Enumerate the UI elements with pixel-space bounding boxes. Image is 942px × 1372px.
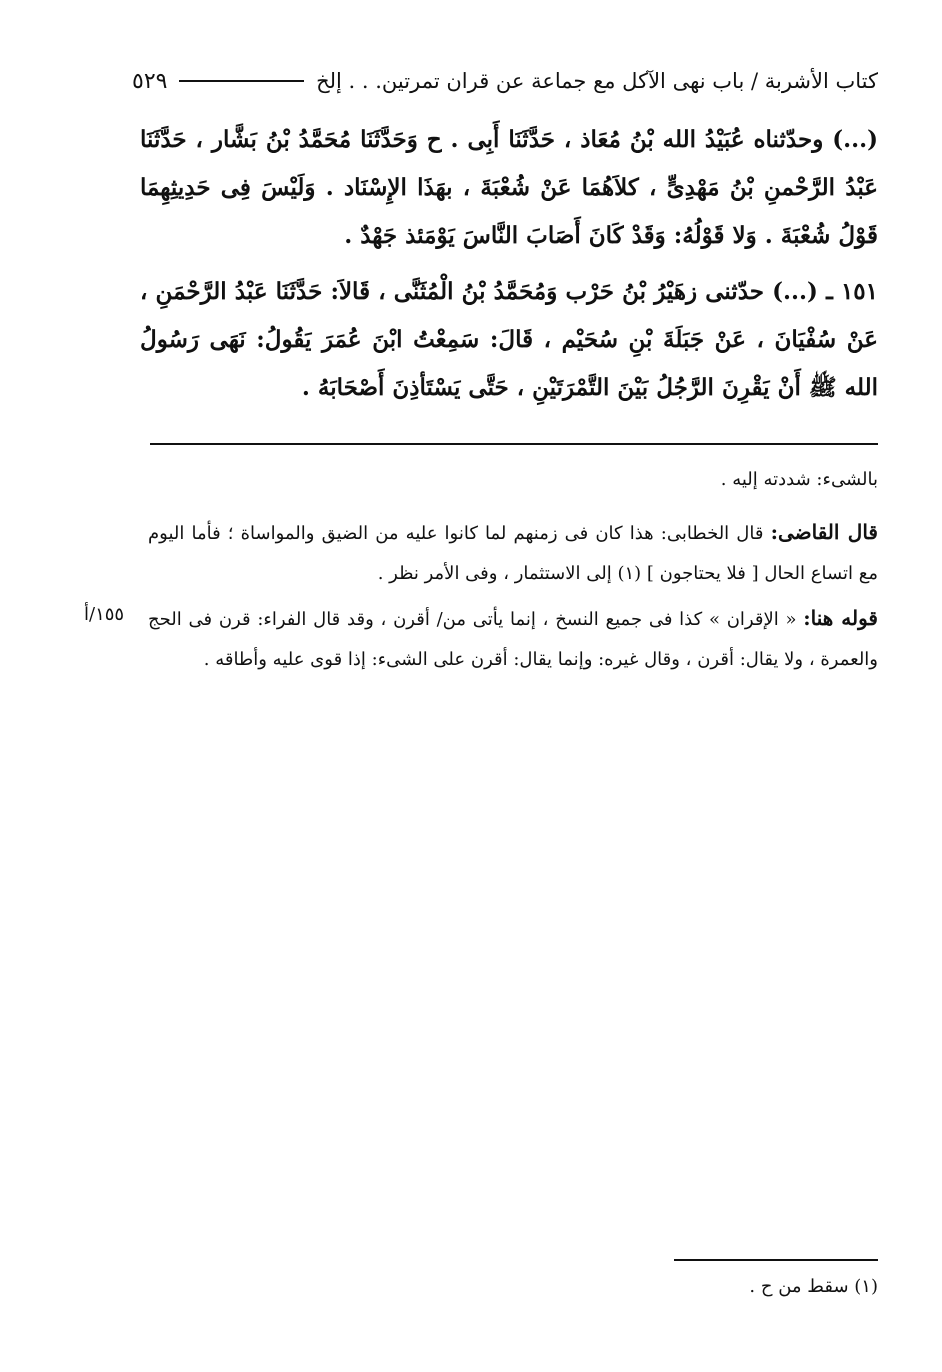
manuscript-folio-ref: ١٥٥/أ (84, 604, 125, 625)
hadith-text: (...) حدّثنى زهَيْرُ بْنُ حَرْب وَمُحَمَّدُ بْنُ الْمُثَنَّى ، قَالاَ: حَدَّثَنَا عَبْدُ الرَّحْمَنِ ، عَنْ سُفْيَانَ ، عَنْ جَبَلَةَ بْنِ سُحَيْم ، قَالَ: سَمِعْتُ ابْنَ عُمَرَ يَقُولُ: نَهَى رَسُولُ الله ﷺ أَنْ يَقْرِنَ الرَّجُلُ بَيْنَ التَّمْرَتَيْنِ ، حَتَّى يَسْتَأذِنَ أَصْحَابَهُ . (140, 278, 878, 401)
commentary-paragraph (148, 460, 878, 500)
commentary-text: « الإقران » كذا فى جميع النسخ ، إنما يأتى من/ أقرن ، وقد قال الفراء: قرن فى الحج والعمرة ، ولا يقال: أقرن ، وقال غيره: وإنما يقال: أقرن على الشىء: إذا قوى عليه وأطاقه . (148, 609, 878, 670)
commentary-divider (150, 443, 878, 445)
commentary-text: بالشىء: شددته إليه . (720, 469, 878, 490)
hadith-block (140, 116, 878, 260)
running-header (132, 64, 878, 98)
commentary-text: قال الخطابى: هذا كان فى زمنهم لما كانوا عليه من الضيق والمواساة ؛ فأما اليوم مع اتساع الحال [ فلا يحتاجون ] (١) إلى الاستثمار ، وفى الأمر نظر . (148, 523, 878, 584)
commentary-lead: قوله هنا: (803, 606, 878, 630)
commentary-paragraph (148, 598, 878, 680)
page-number: ٥٢٩ (132, 68, 168, 94)
footnote: (١) سقط من ح . (749, 1276, 878, 1297)
header-title: كتاب الأشربة / باب نهى الآكل مع جماعة عن قران تمرتين. . . إلخ (316, 69, 878, 93)
commentary-paragraph (148, 512, 878, 594)
footnote-divider (674, 1259, 878, 1261)
header-rule (179, 80, 304, 82)
hadith-block (140, 268, 878, 412)
commentary-lead: قال القاضى: (770, 520, 878, 544)
hadith-text: (...) وحدّثناه عُبَيْدُ الله بْنُ مُعَاذ ، حَدَّثَنَا أَبِى . ح وَحَدَّثَنَا مُحَمَّدُ بْنُ بَشَّار ، حَدَّثَنَا عَبْدُ الرَّحْمنِ بْنُ مَهْدِىٍّ ، كلاَهُمَا عَنْ شُعْبَةَ ، بهَذَا الإِسْنَاد . وَلَيْسَ فِى حَدِيثِهِمَا قَوْلُ شُعْبَةَ . وَلا قَوْلُهُ: وَقَدْ كَانَ أَصَابَ النَّاسَ يَوْمَئذ جَهْدٌ . (140, 126, 878, 249)
hadith-number: ١٥١ ـ (826, 278, 878, 305)
